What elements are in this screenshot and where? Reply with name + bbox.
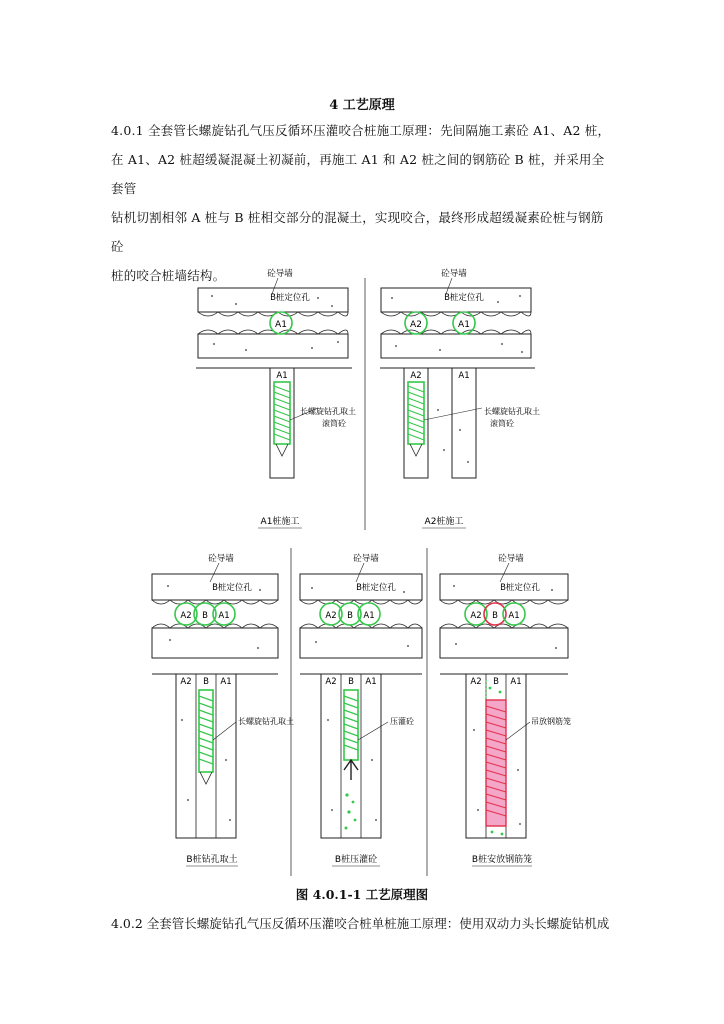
callout-label: 长螺旋钻孔取土 <box>484 407 540 416</box>
locator-label: B桩定位孔 <box>444 293 484 303</box>
pile-label: B <box>203 677 209 687</box>
circle-label: A2 <box>325 611 337 621</box>
section-heading: 4 工艺原理 <box>329 98 395 113</box>
circle-label: A1 <box>508 611 520 621</box>
locator-label: B桩定位孔 <box>356 583 396 593</box>
guide-wall-label: 砼导墙 <box>498 554 524 564</box>
circle-label: B <box>202 611 208 621</box>
panel-a1-construction <box>196 268 356 528</box>
callout-label: 长螺旋钻孔取土 <box>300 407 356 416</box>
para1-line3: 钻机切割相邻 A 桩与 B 桩相交部分的混凝土，实现咬合，最终形成超缓凝素砼桩与钢筋砼 <box>111 210 604 254</box>
pile-label: A1 <box>276 371 288 381</box>
pile-label: A2 <box>410 371 422 381</box>
guide-wall-bottom <box>300 628 422 658</box>
pile-label: A2 <box>325 677 337 687</box>
guide-wall-bottom <box>152 628 278 658</box>
circle-label: A1 <box>363 611 375 621</box>
pile-label: B <box>348 677 354 687</box>
locator-label: B桩定位孔 <box>270 293 310 303</box>
pile-label: A1 <box>365 677 377 687</box>
callout-label: 吊放钢筋笼 <box>531 717 571 726</box>
pile-label: B <box>493 677 499 687</box>
panel-b-drilling <box>152 553 294 866</box>
callout-label: 长螺旋钻孔取土 <box>238 717 294 726</box>
circle-label: A1 <box>218 611 230 621</box>
guide-wall-bottom <box>381 334 531 358</box>
callout-label: 压灌砼 <box>390 717 414 726</box>
guide-wall-label: 砼导墙 <box>353 554 379 564</box>
panel-caption: A1桩施工 <box>260 517 300 527</box>
circle-label: B <box>492 611 498 621</box>
paragraph-4-0-2: 4.0.2 全套管长螺旋钻孔气压反循环压灌咬合桩单桩施工原理：使用双动力头长螺旋钻机成 <box>111 916 610 931</box>
circle-label: A2 <box>410 320 422 330</box>
guide-wall-bottom <box>198 334 348 358</box>
guide-wall-label: 砼导墙 <box>208 554 234 564</box>
panel-caption: B桩安放钢筋笼 <box>471 855 533 865</box>
guide-wall-label: 砼导墙 <box>441 269 467 279</box>
pile-label: A1 <box>510 677 522 687</box>
para1-line4: 桩的咬合桩墙结构。 <box>111 268 226 283</box>
para1-line1: 4.0.1 全套管长螺旋钻孔气压反循环压灌咬合桩施工原理：先间隔施工素砼 A1、A2 桩， <box>111 123 611 138</box>
circle-label: A1 <box>275 320 287 330</box>
pile-label: A1 <box>458 371 470 381</box>
callout-label: 滚筒砼 <box>322 419 346 428</box>
circle-label: A2 <box>470 611 482 621</box>
panel-caption: B桩钻孔取土 <box>186 855 238 865</box>
panel-b-grouting <box>300 553 422 866</box>
pile-label: A1 <box>220 677 232 687</box>
circle-label: A1 <box>458 320 470 330</box>
panel-caption: A2桩施工 <box>424 517 464 527</box>
callout-label: 滚筒砼 <box>490 419 514 428</box>
locator-label: B桩定位孔 <box>212 583 252 593</box>
circle-label: A2 <box>180 611 192 621</box>
panel-a2-construction <box>380 268 540 528</box>
figure-caption: 图 4.0.1-1 工艺原理图 <box>295 887 429 902</box>
circle-label: B <box>347 611 353 621</box>
pile-label: A2 <box>180 677 192 687</box>
guide-wall-label: 砼导墙 <box>267 269 293 279</box>
guide-wall-bottom <box>440 628 568 658</box>
pile-label: A2 <box>470 677 482 687</box>
locator-label: B桩定位孔 <box>500 583 540 593</box>
panel-caption: B桩压灌砼 <box>334 855 378 865</box>
panel-b-cage <box>440 553 571 866</box>
para1-line2: 在 A1、A2 桩超缓凝混凝土初凝前，再施工 A1 和 A2 桩之间的钢筋砼 B 桩，并采用全套管 <box>111 152 605 196</box>
pile-a1 <box>452 368 476 478</box>
